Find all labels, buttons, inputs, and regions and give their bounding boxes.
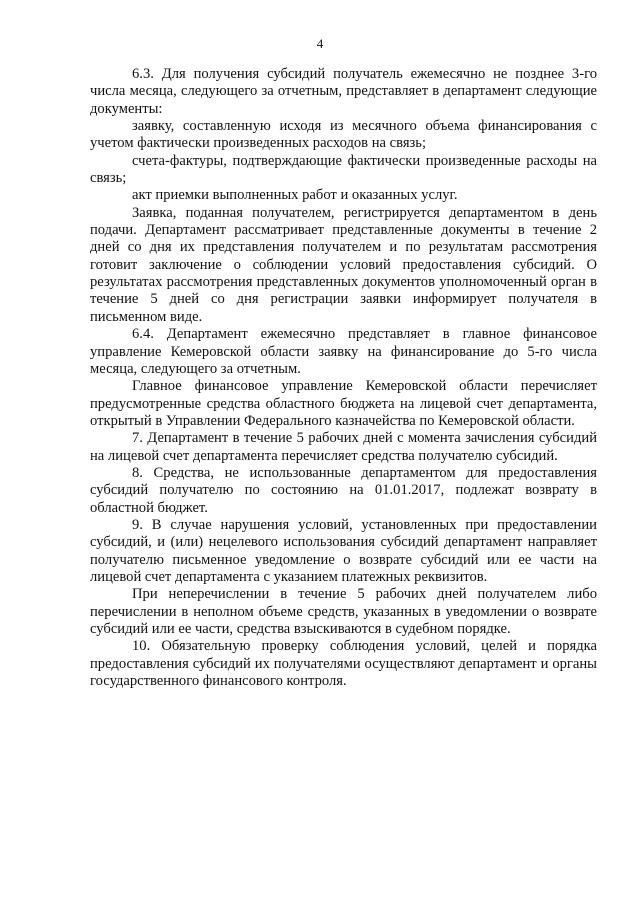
paragraph-10: 10. Обязательную проверку соблюдения условий, целей и порядка предоставления субсидий их получателями осуществляют департамент и органы государственного финансового контроля. — [90, 638, 597, 690]
paragraph-recovery: При неперечислении в течение 5 рабочих дней получателем либо перечислении в неполном объеме средств, указанных в уведомлении о возврате субсидий или ее части, средства взыскиваются в судебном порядке. — [90, 586, 597, 637]
page-number: 4 — [316, 36, 324, 51]
paragraph-8: 8. Средства, не использованные департаментом для предоставления субсидий получателю по состоянию на 01.01.2017, подлежат возврату в областной бюджет. — [90, 464, 597, 516]
paragraph-application-item: заявку, составленную исходя из месячного объема финансирования с учетом фактически произведенных расходов на связь; — [90, 118, 597, 152]
paragraph-invoices-item: счета-фактуры, подтверждающие фактически произведенные расходы на связь; — [90, 152, 597, 187]
paragraph-6-3: 6.3. Для получения субсидий получатель ежемесячно не позднее 3-го числа месяца, следующего за отчетным, представляет в департамент следующие документы: — [90, 66, 597, 117]
paragraph-transfer: Главное финансовое управление Кемеровской области перечисляет предусмотренные средства областного бюджета на лицевой счет департамента, открытый в Управлении Федерального казначейства по Кемеровской области. — [90, 378, 597, 429]
paragraph-7: 7. Департамент в течение 5 рабочих дней с момента зачисления субсидий на лицевой счет департамента перечисляет средства получателю субсидий. — [90, 430, 597, 464]
paragraph-registration: Заявка, поданная получателем, регистрируется департаментом в день подачи. Департамент рассматривает представленные документы в течение 2 дней со дня их представления получателем и по результатам рассмотрения готовит заключение о соблюдении условий предоставления субсидий. О результатах рассмотрения представленных документов уполномоченный орган в течение 5 дней со дня регистрации заявки информирует получателя в письменном виде. — [90, 204, 597, 325]
document-body — [90, 66, 597, 690]
paragraph-6-4: 6.4. Департамент ежемесячно представляет в главное финансовое управление Кемеровской области заявку на финансирование до 5-го числа месяца, следующего за отчетным. — [90, 326, 597, 377]
paragraph-9: 9. В случае нарушения условий, установленных при предоставлении субсидий, и (или) нецелевого использования субсидий департамент направляет получателю письменное уведомление о возврате субсидий или ее части на лицевой счет департамента с указанием платежных реквизитов. — [90, 516, 597, 585]
paragraph-acceptance-act-item: акт приемки выполненных работ и оказанных услуг. — [132, 187, 458, 204]
